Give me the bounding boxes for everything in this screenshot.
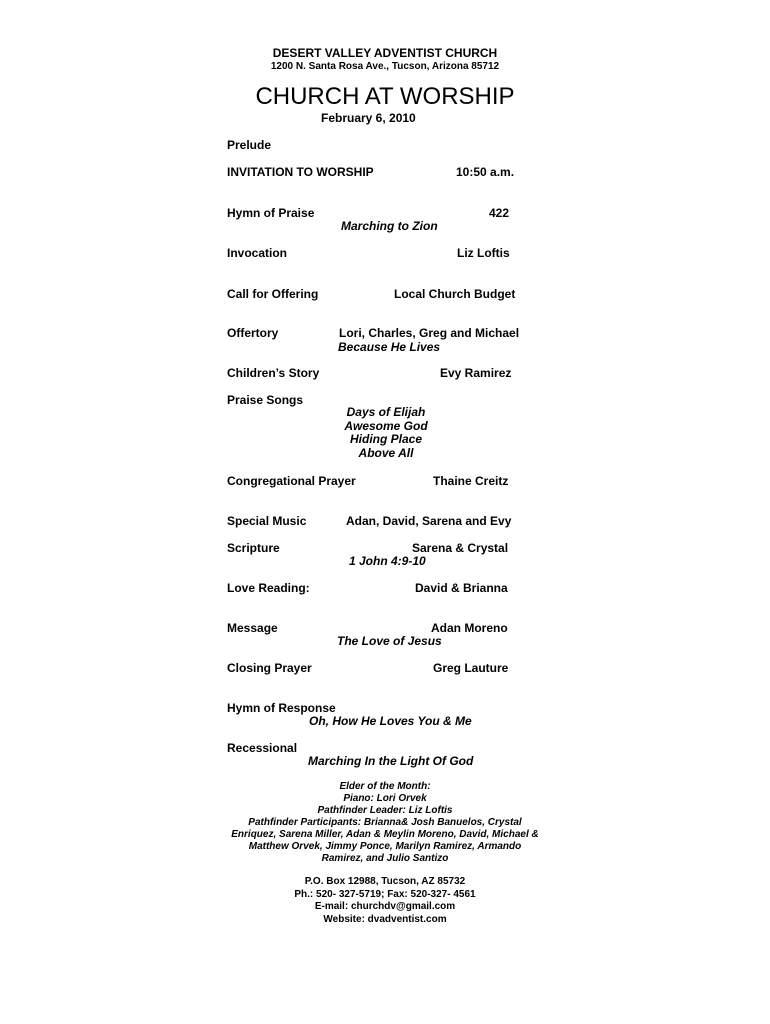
page-title: CHURCH AT WORSHIP [255, 83, 515, 110]
footer-contact [0, 876, 770, 926]
scripture-readers: Sarena & Crystal [412, 541, 509, 555]
hymn-response-title: Oh, How He Loves You & Me [309, 714, 472, 728]
closing-prayer-person: Greg Lauture [433, 661, 509, 675]
praise-song: Days of Elijah [346, 405, 426, 419]
credit-line: Pathfinder Participants: Brianna& Josh Banuelos, Crystal [248, 817, 522, 828]
credit-line: Pathfinder Leader: Liz Loftis [317, 805, 453, 816]
recessional-label: Recessional [227, 741, 298, 755]
love-reading-readers: David & Brianna [415, 581, 508, 595]
credit-line: Enriquez, Sarena Miller, Adan & Meylin Moreno, David, Michael & [231, 829, 539, 840]
credit-line: Elder of the Month: [339, 781, 431, 792]
praise-songs-list [286, 406, 486, 460]
cong-prayer-person: Thaine Creitz [433, 474, 509, 488]
closing-prayer-label: Closing Prayer [227, 661, 312, 675]
footer-credits [0, 781, 770, 865]
invocation-label: Invocation [227, 246, 288, 260]
scripture-reference: 1 John 4:9-10 [349, 554, 426, 568]
special-music-performers: Adan, David, Sarena and Evy [346, 514, 512, 528]
message-label: Message [227, 621, 278, 635]
church-name: DESERT VALLEY ADVENTIST CHURCH [272, 46, 498, 60]
service-date: February 6, 2010 [321, 111, 416, 125]
cong-prayer-label: Congregational Prayer [227, 474, 356, 488]
scripture-label: Scripture [227, 541, 280, 555]
hymn-praise-title: Marching to Zion [341, 219, 438, 233]
recessional-title: Marching In the Light Of God [308, 754, 474, 768]
childrens-story-person: Evy Ramirez [440, 366, 512, 380]
contact-phone: Ph.: 520- 327-5719; Fax: 520-327- 4561 [294, 888, 476, 900]
offertory-label: Offertory [227, 326, 279, 340]
praise-song: Awesome God [344, 418, 428, 433]
praise-song: Above All [358, 445, 414, 460]
invitation-time: 10:50 a.m. [456, 165, 515, 179]
childrens-story-label: Children’s Story [227, 366, 320, 380]
offertory-title: Because He Lives [338, 340, 441, 354]
message-title: The Love of Jesus [337, 634, 442, 648]
praise-song: Hiding Place [349, 432, 423, 446]
special-music-label: Special Music [227, 514, 307, 528]
love-reading-label: Love Reading: [227, 581, 310, 595]
praise-songs-label: Praise Songs [227, 393, 304, 407]
hymn-praise-label: Hymn of Praise [227, 206, 315, 220]
invocation-person: Liz Loftis [457, 246, 510, 260]
hymn-praise-number: 422 [489, 206, 510, 220]
invitation-label: INVITATION TO WORSHIP [227, 165, 374, 179]
call-offering-label: Call for Offering [227, 287, 319, 301]
prelude-label: Prelude [227, 138, 272, 152]
credit-line: Ramirez, and Julio Santizo [321, 853, 449, 864]
credit-line: Piano: Lori Orvek [343, 793, 427, 804]
message-speaker: Adan Moreno [431, 621, 508, 635]
contact-website: Website: dvadventist.com [323, 913, 447, 925]
credit-line: Matthew Orvek, Jimmy Ponce, Marilyn Ramirez, Armando [248, 841, 522, 852]
church-address: 1200 N. Santa Rosa Ave., Tucson, Arizona 85712 [270, 61, 500, 72]
contact-po-box: P.O. Box 12988, Tucson, AZ 85732 [304, 876, 466, 887]
call-offering-detail: Local Church Budget [394, 287, 516, 301]
hymn-response-label: Hymn of Response [227, 701, 336, 715]
contact-email: E-mail: churchdv@gmail.com [314, 901, 456, 912]
offertory-performers: Lori, Charles, Greg and Michael [339, 326, 520, 340]
